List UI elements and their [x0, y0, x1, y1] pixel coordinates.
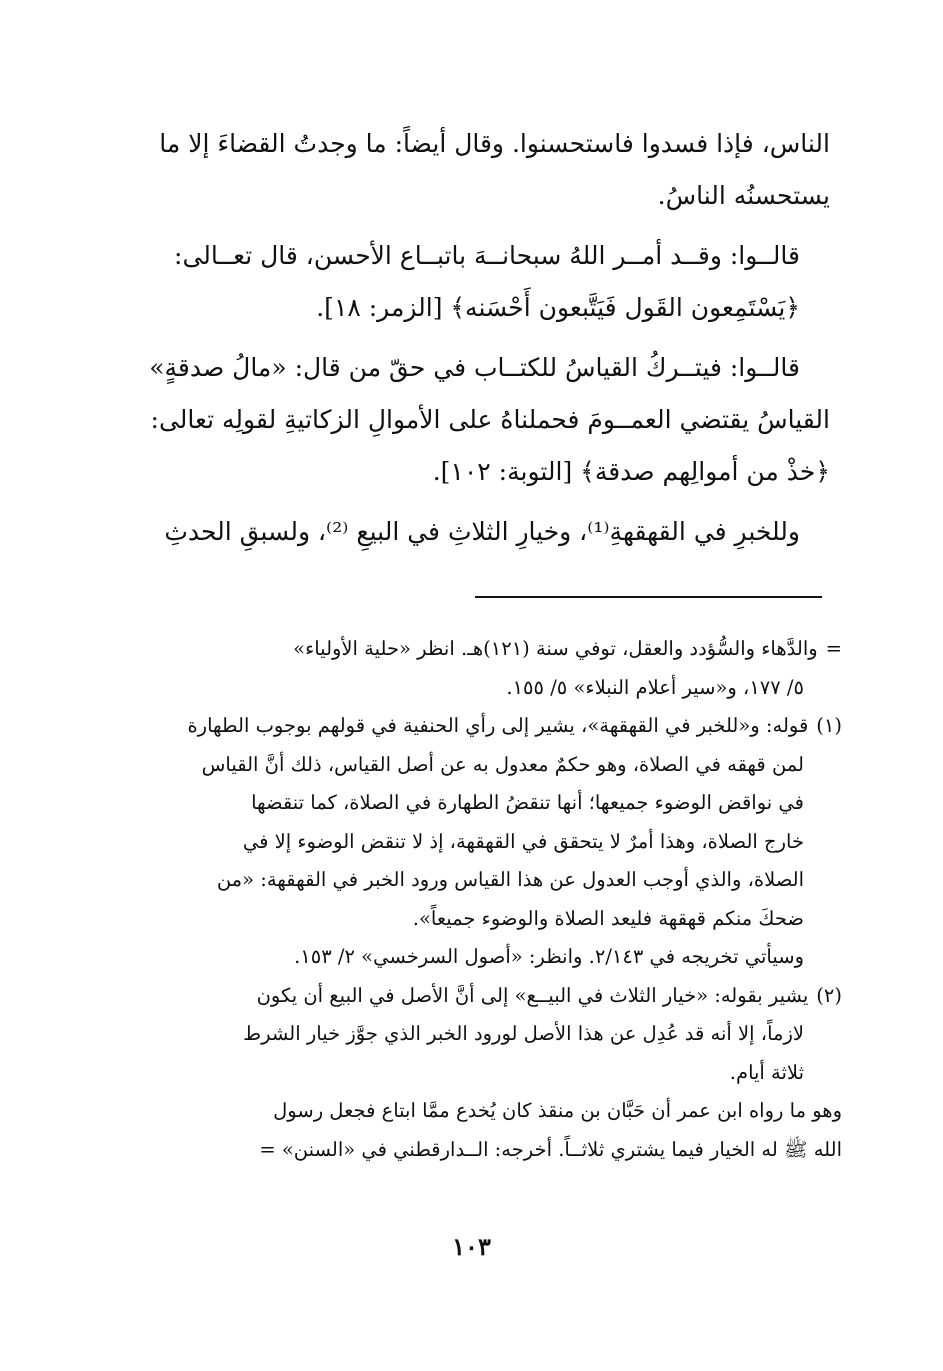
- text-line: (٢)يشير بقوله: «خيار الثلاث في البيــع» إلى أنَّ الأصل في البيع أن يكون: [256, 983, 842, 1007]
- footnote-number: (٢): [816, 983, 842, 1007]
- text-line: وهو ما رواه ابن عمر أن حَبَّان بن منقذ كان يُخدع ممَّا ابتاع فجعل رسول: [273, 1099, 842, 1122]
- text-line: قالــوا: وقــد أمــر اللهُ سبحانــهَ باتبــاع الأحسن، قال تعــالى:: [174, 241, 800, 270]
- text-line: في نواقض الوضوء جميعها؛ أنها تنقضُ الطهارة في الصلاة، كما تنقضها: [251, 791, 804, 814]
- paragraph-2: [140, 230, 830, 334]
- text-line: قالــوا: فيتــركُ القياسُ للكتــاب في حقّ من قال: «مالُ صدقةٍ»: [149, 353, 800, 382]
- text-line: لمن قهقه في الصلاة، وهو حكمٌ معدول به عن أصل القياس، ذلك أنَّ القياس: [201, 752, 804, 776]
- text-line: ثلاثة أيام.: [729, 1060, 804, 1084]
- text-line: ﴿خذْ من أموالِهم صدقة﴾ [التوبة: ١٠٢].: [432, 457, 830, 486]
- text-line: الصلاة، والذي أوجب العدول عن هذا القياس ورود الخبر في القهقهة: «من: [216, 868, 804, 891]
- footnote-number: (١): [816, 714, 842, 737]
- text-line: وللخبرِ في القهقهةِ⁽¹⁾، وخيارِ الثلاثِ في البيعِ ⁽²⁾، ولسبقِ الحدثِ: [164, 517, 800, 546]
- main-text: [140, 118, 830, 566]
- text-line: ﴿يَسْتَمِعون القَول فَيَتَّبعون أَحْسَنه﴾ [الزمر: ١٨].: [316, 293, 800, 322]
- text-line: يستحسنُه الناسُ.: [657, 181, 830, 210]
- paragraph-4: [140, 506, 830, 558]
- footnote-2: [112, 977, 842, 1093]
- text-line: القياسُ يقتضي العمــومَ فحملناهُ على الأموالِ الزكاتيةِ لقولِه تعالى:: [150, 405, 830, 434]
- text-line: ٥/ ١٧٧، و«سير أعلام النبلاء» ٥/ ١٥٥.: [506, 675, 804, 699]
- text-line: =والدَّهاء والسُّؤدد والعقل، توفي سنة (١٢١)هـ. انظر «حلية الأولياء»: [293, 637, 842, 660]
- text-line: الله ﷺ له الخيار فيما يشتري ثلاثــاً. أخرجه: الــدارقطني في «السنن» =: [259, 1137, 842, 1161]
- continues-marker: =: [259, 1137, 276, 1161]
- text-line: وسيأتي تخريجه في ٢/١٤٣. وانظر: «أصول السرخسي» ٢/ ١٥٣.: [294, 945, 804, 968]
- footnote-2-continued: [112, 1092, 842, 1169]
- text-line: (١)قوله: و«للخبر في القهقهة»، يشير إلى رأي الحنفية في قولهم بوجوب الطهارة: [187, 714, 842, 737]
- page-number: ١٠٣: [452, 1232, 491, 1261]
- footnote-continuation: [112, 630, 842, 707]
- continuation-marker: =: [825, 637, 842, 660]
- text-line: خارج الصلاة، وهذا أمرٌ لا يتحقق في القهقهة، إذ لا تنقض الوضوء إلا في: [242, 829, 804, 853]
- paragraph-1: [140, 118, 830, 222]
- paragraph-3: [140, 342, 830, 498]
- text-line: ضحكَ منكم قهقهة فليعد الصلاة والوضوء جميعاً».: [412, 906, 804, 930]
- footnote-1: [112, 707, 842, 977]
- footnotes: [112, 630, 842, 1169]
- text-line: الناس، فإذا فسدوا فاستحسنوا. وقال أيضاً: ما وجدتُ القضاءَ إلا ما: [159, 129, 830, 158]
- text-line: لازماً، إلا أنه قد عُدِل عن هذا الأصل لورود الخبر الذي جوَّز خيار الشرط: [243, 1022, 804, 1045]
- footnote-separator: [475, 596, 822, 598]
